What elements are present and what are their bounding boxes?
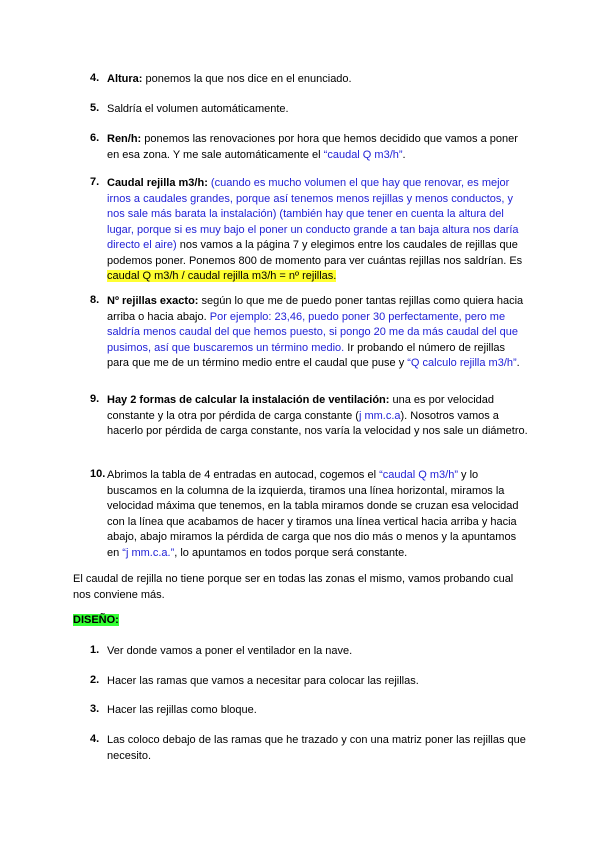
step-text-2: ). Nosotros vamos a hacerlo por pérdida de carga constante, nos varía la velocidad y nos sale un diámetro. [107,409,528,437]
step-label: Nº rejillas exacto: [107,295,199,307]
step-text: Las coloco debajo de las ramas que he trazado y con una matriz poner las rejillas que necesito. [107,734,526,762]
step-number: 5. [90,102,100,114]
step-blue-text: “caudal Q m3/h” [323,148,403,161]
step-9 [90,393,530,440]
step-label: Hay 2 formas de calcular la instalación de ventilación: [107,394,390,406]
step-text: ponemos la que nos dice en el enunciado. [142,73,352,85]
step-text: Hacer las rejillas como bloque. [107,704,257,716]
step-text-2: Ir probando el número de rejillas para que me de un término medio entre el caudal que puse y [107,341,506,369]
design-step-3 [90,703,530,719]
step-blue-text: j mm.c.a [358,409,401,422]
step-label: Altura: [107,73,143,85]
step-text-end: , lo apuntamos en todos porque será constante. [174,546,408,559]
step-blue-text: Por ejemplo: 23,46, puedo poner 30 perfectamente, pero me saldría menos caudal del que hemos puesto, si pongo 20 me da más caudal del que pusimos, así que buscaremos un término medio. [107,310,518,354]
step-label: Ren/h: [107,133,142,145]
step-blue-text-2: “j mm.c.a.” [122,546,175,559]
step-text-end: . [516,357,520,369]
step-number: 3. [90,703,100,715]
step-number: 1. [90,644,100,656]
step-text: Ver donde vamos a poner el ventilador en la nave. [107,645,353,657]
note-paragraph: El caudal de rejilla no tiene porque ser en todas las zonas el mismo, vamos probando cual nos conviene más. [73,573,514,601]
step-10 [90,468,530,561]
step-5 [90,102,530,118]
step-number: 4. [90,733,100,745]
design-step-2 [90,674,530,690]
step-text: Hacer las ramas que vamos a necesitar para colocar las rejillas. [107,675,419,687]
design-step-1 [90,644,530,660]
step-text: Abrimos la tabla de 4 entradas en autocad, cogemos el [107,469,380,481]
step-8 [90,294,530,372]
step-text-2: y lo buscamos en la columna de la izquierda, tiramos una línea horizontal, miramos la velocidad máxima que tenemos, en la tabla miramos donde se cruzan esa velocidad con la línea que acabamos de hacer y tiramos una línea vertical hacia arriba y hacia abajo, abajo miramos la pérdida de carga que nos dio más o menos y la apuntamos en [107,469,519,559]
step-text: Saldría el volumen automáticamente. [107,103,289,115]
step-number: 7. [90,176,100,188]
step-number: 4. [90,72,100,84]
step-4 [90,72,530,88]
step-label: Caudal rejilla m3/h: [107,177,208,189]
step-text: según lo que me de puedo poner tantas rejillas como quiera hacia arriba o hacia abajo. [107,295,524,323]
step-6 [90,132,530,163]
step-blue-text: “caudal Q m3/h” [379,469,458,481]
design-step-4 [90,733,530,764]
step-number: 6. [90,132,100,144]
step-text: nos vamos a la página 7 y elegimos entre los caudales de rejillas que podemos poner. Ponemos 800 de momento para ver cuántas rejillas nos saldrían. Es [107,239,523,267]
step-text: una es por velocidad constante y la otra por pérdida de carga constante ( [107,394,495,422]
section-heading: DISEÑO: [73,614,119,626]
step-number: 9. [90,393,100,405]
step-number: 8. [90,294,100,306]
step-blue-text-2: “Q calculo rejilla m3/h” [407,357,517,369]
step-text: ponemos las renovaciones por hora que hemos decidido que vamos a poner en esa zona. Y me sale automáticamente el [107,133,518,161]
step-text-end: . [402,148,406,161]
highlighted-formula: caudal Q m3/h / caudal rejilla m3/h = nº rejillas. [107,270,337,282]
step-number: 10. [90,468,106,480]
step-7 [90,176,530,285]
step-number: 2. [90,674,100,686]
step-blue-text: (cuando es mucho volumen el que hay que renovar, es mejor irnos a caudales grandes, porque así tenemos menos rejillas y menos conductos, y nos sale más barata la instalación) (también hay que tener en cuenta la altura del lugar, porque si es muy bajo el poner un conducto grande a tan baja altura nos daría directo el aire) [107,177,519,251]
